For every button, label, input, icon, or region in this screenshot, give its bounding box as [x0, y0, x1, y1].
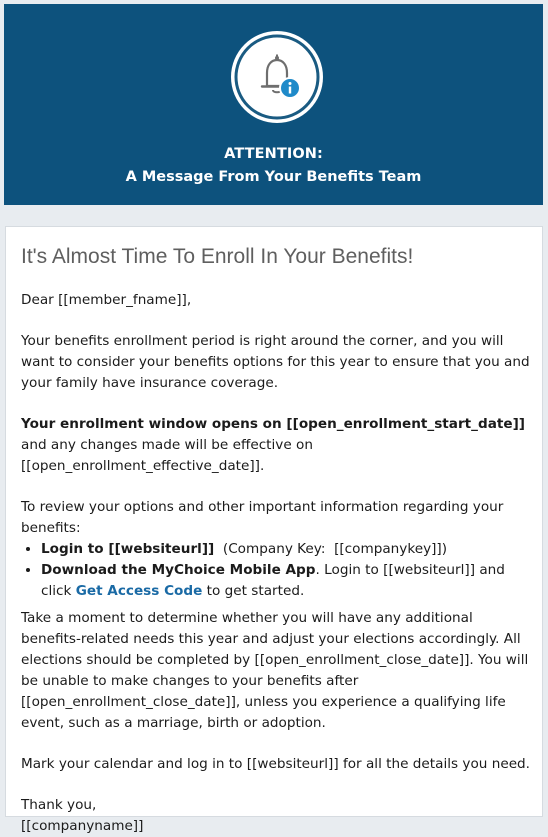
intro-paragraph: Your benefits enrollment period is right around the corner, and you will want to consider your benefits options for this year to ensure that you and your family have insurance coverage. — [21, 333, 530, 391]
calendar-paragraph: Mark your calendar and log in to [[websiteurl]] for all the details you need. — [21, 756, 531, 772]
message-headline: It's Almost Time To Enroll In Your Benefits! — [21, 245, 414, 268]
message-card — [5, 226, 543, 834]
list-item-login — [41, 539, 533, 560]
attention-subtitle: A Message From Your Benefits Team — [125, 169, 422, 185]
login-bold: Login to [[websiteurl]] — [41, 541, 215, 557]
signoff: Thank you, — [21, 797, 97, 813]
list-item-download — [41, 560, 533, 602]
message-body — [21, 244, 533, 837]
enrollment-window-rest: and any changes made will be effective on [[open_enrollment_effective_date]]. — [21, 437, 313, 474]
greeting: Dear [[member_fname]], — [21, 292, 192, 308]
enrollment-window-bold: Your enrollment window opens on [[open_enrollment_start_date]] — [21, 416, 526, 432]
bell-icon — [231, 31, 323, 123]
download-app-bold: Download the MyChoice Mobile App — [41, 562, 316, 578]
download-after-text: to get started. — [202, 583, 305, 599]
company-key-text: (Company Key: [[companykey]]) — [214, 541, 448, 557]
review-intro: To review your options and other important information regarding your benefits: — [21, 499, 504, 536]
take-moment-paragraph: Take a moment to determine whether you will have any additional benefits-related needs this year and adjust your elections accordingly. All elections should be completed by [[open_enrollment_close_date]]. You will be unable to make changes to your benefits after [[open_enrollment_close_date]], unless you experience a qualifying life event, such as a marriage, birth or adoption. — [21, 610, 529, 731]
company-name: [[companyname]] — [21, 818, 144, 834]
header-banner — [4, 4, 543, 205]
review-list — [21, 539, 533, 602]
download-rest-text: . Login to [[websiteurl]] and click — [41, 562, 505, 599]
get-access-code-link[interactable]: Get Access Code — [75, 583, 203, 599]
attention-title: ATTENTION: — [224, 146, 323, 162]
enrollment-window-paragraph — [21, 414, 533, 477]
bell-with-info-icon — [231, 31, 323, 123]
